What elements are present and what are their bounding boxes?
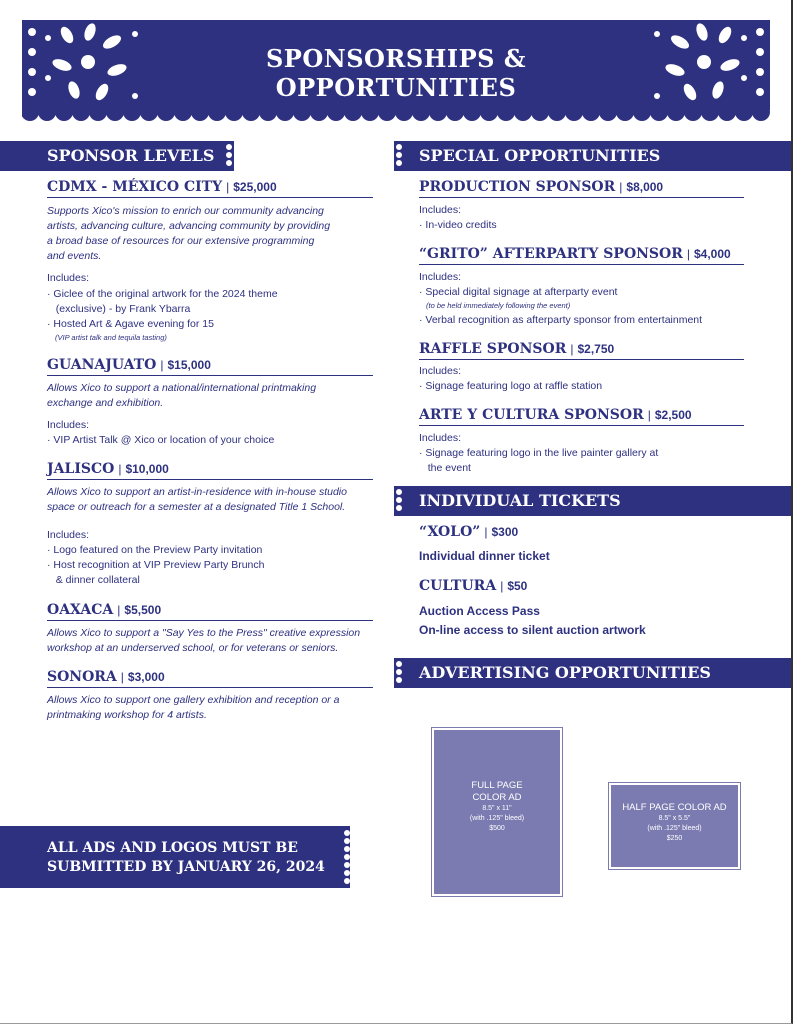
separator: | xyxy=(570,342,574,356)
separator: | xyxy=(226,180,230,194)
ad-price: $500 xyxy=(489,825,505,832)
includes-label: Includes: xyxy=(419,365,462,377)
section-heading: INDIVIDUAL TICKETS xyxy=(419,491,621,510)
list-item: the event xyxy=(419,462,471,474)
tier-guanajuato-description xyxy=(47,381,316,411)
tier-cdmx-heading xyxy=(47,179,373,198)
list-item: (exclusive) - by Frank Ybarra xyxy=(47,303,191,315)
list-item: · Logo featured on the Preview Party invitation xyxy=(47,544,263,556)
list-item: · Signage featuring logo in the live painter gallery at xyxy=(419,447,659,459)
list-item: · Verbal recognition as afterparty sponsor from entertainment xyxy=(419,314,703,326)
separator: | xyxy=(117,603,121,617)
tier-cdmx-description xyxy=(47,204,330,264)
page-title xyxy=(182,44,610,102)
desc-line: Allows Xico to support one gallery exhibition and reception or a xyxy=(47,694,340,706)
tier-name: JALISCO xyxy=(47,461,115,477)
tier-price: $25,000 xyxy=(233,180,277,194)
separator: | xyxy=(160,358,164,372)
tier-name: CDMX - MÉXICO CITY xyxy=(47,179,223,195)
desc-line: printmaking workshop for 4 artists. xyxy=(47,709,207,721)
individual-tickets-bar xyxy=(394,486,791,516)
tier-name: RAFFLE SPONSOR xyxy=(419,341,567,357)
special-opportunities-bar xyxy=(394,141,791,171)
tier-price: $3,000 xyxy=(127,670,165,684)
tier-price: $8,000 xyxy=(626,180,664,194)
desc-line: artists, advancing culture, advancing community by providing xyxy=(47,220,331,232)
list-item: · Hosted Art & Agave evening for 15 xyxy=(47,318,214,330)
tier-name: PRODUCTION SPONSOR xyxy=(419,179,616,195)
section-heading: ADVERTISING OPPORTUNITIES xyxy=(419,663,711,682)
tier-oaxaca-description xyxy=(47,626,360,656)
half-page-ad-box xyxy=(611,785,738,867)
header-banner xyxy=(22,20,770,130)
ticket-xolo-heading xyxy=(419,524,518,542)
separator: | xyxy=(120,670,124,684)
bar-edge-dots xyxy=(344,830,352,886)
tier-sonora-heading xyxy=(47,669,373,688)
list-item: · VIP Artist Talk @ Xico or location of your choice xyxy=(47,434,275,446)
tier-name: OAXACA xyxy=(47,602,114,618)
deadline-line-1: ALL ADS AND LOGOS MUST BE xyxy=(47,840,298,856)
sponsor-levels-bar xyxy=(0,141,234,171)
tier-guanajuato-heading xyxy=(47,357,373,376)
tier-name: ARTE Y CULTURA SPONSOR xyxy=(419,407,644,423)
ad-title: FULL PAGE xyxy=(471,780,523,791)
title-line-2: OPPORTUNITIES xyxy=(275,73,517,102)
list-item: & dinner collateral xyxy=(47,574,140,586)
arte-cultura-sponsor-heading xyxy=(419,407,744,426)
list-note: (VIP artist talk and tequila tasting) xyxy=(55,333,167,342)
desc-line: Supports Xico's mission to enrich our community advancing xyxy=(47,205,324,217)
desc-line: a broad base of resources for our extensive programming xyxy=(47,235,315,247)
ad-size: 8.5" x 5.5" xyxy=(658,815,691,822)
list-note: (to be held immediately following the event) xyxy=(426,301,571,310)
grito-sponsor-heading xyxy=(419,246,744,265)
ad-size: 8.5" x 11" xyxy=(482,805,512,812)
ad-title: HALF PAGE COLOR AD xyxy=(622,802,727,813)
tier-price: $5,500 xyxy=(124,603,162,617)
list-item: · Giclee of the original artwork for the 2024 theme xyxy=(47,288,278,300)
includes-label: Includes: xyxy=(47,419,90,431)
ad-title: COLOR AD xyxy=(472,792,522,803)
tier-jalisco-description xyxy=(47,485,347,515)
ticket-cultura-description: Auction Access Pass xyxy=(419,604,540,618)
includes-label: Includes: xyxy=(47,272,90,284)
ticket-cultura-heading xyxy=(419,578,527,596)
desc-line: space or outreach for a semester at a designated Title 1 School. xyxy=(47,501,346,513)
separator: | xyxy=(118,462,122,476)
ticket-xolo-description: Individual dinner ticket xyxy=(419,549,550,563)
deadline-line-2: SUBMITTED BY JANUARY 26, 2024 xyxy=(47,859,325,875)
desc-line: and events. xyxy=(47,250,102,262)
separator: | xyxy=(619,180,623,194)
tier-jalisco-heading xyxy=(47,461,373,480)
ad-bleed: (with .125" bleed) xyxy=(647,825,702,832)
tier-oaxaca-heading xyxy=(47,602,373,621)
desc-line: workshop at an underserved school, or for veterans or seniors. xyxy=(47,642,339,654)
ticket-cultura-description: On-line access to silent auction artwork xyxy=(419,623,646,637)
tier-price: $10,000 xyxy=(125,462,169,476)
list-item: · In-video credits xyxy=(419,219,497,231)
bar-edge-dots xyxy=(396,489,404,513)
bar-edge-dots xyxy=(226,144,234,168)
desc-line: Allows Xico to support a national/international printmaking xyxy=(47,382,317,394)
ticket-name: “XOLO” xyxy=(419,524,481,540)
tier-price: $2,500 xyxy=(654,408,692,422)
raffle-sponsor-heading xyxy=(419,341,744,360)
desc-line: exchange and exhibition. xyxy=(47,397,164,409)
ad-bleed: (with .125" bleed) xyxy=(469,815,525,822)
list-item: · Special digital signage at afterparty event xyxy=(419,286,618,298)
advertising-opportunities-bar xyxy=(394,658,791,688)
list-item: · Host recognition at VIP Preview Party Brunch xyxy=(47,559,265,571)
tier-name: GUANAJUATO xyxy=(47,357,157,373)
ticket-name: CULTURA xyxy=(419,578,497,594)
includes-label: Includes: xyxy=(419,432,462,444)
tier-name: SONORA xyxy=(47,669,117,685)
list-item: · Signage featuring logo at raffle station xyxy=(419,380,603,392)
separator: | xyxy=(647,408,651,422)
title-line-1: SPONSORSHIPS & xyxy=(265,44,527,73)
tier-name: “GRITO” AFTERPARTY SPONSOR xyxy=(419,246,683,262)
includes-label: Includes: xyxy=(47,529,90,541)
ticket-price: $50 xyxy=(507,579,528,593)
deadline-text xyxy=(47,839,325,877)
bar-edge-dots xyxy=(396,144,404,168)
desc-line: Allows Xico to support an artist-in-residence with in-house studio xyxy=(47,486,347,498)
separator: | xyxy=(500,579,504,593)
includes-label: Includes: xyxy=(419,204,462,216)
production-sponsor-heading xyxy=(419,179,744,198)
tier-price: $2,750 xyxy=(577,342,615,356)
ad-price: $250 xyxy=(666,835,683,842)
tier-price: $15,000 xyxy=(167,358,211,372)
includes-label: Includes: xyxy=(419,271,462,283)
section-heading: SPECIAL OPPORTUNITIES xyxy=(419,146,661,165)
tier-sonora-description xyxy=(47,693,339,723)
deadline-banner xyxy=(0,826,350,888)
desc-line: Allows Xico to support a "Say Yes to the Press" creative expression xyxy=(47,627,361,639)
section-heading: SPONSOR LEVELS xyxy=(47,146,215,165)
separator: | xyxy=(686,247,690,261)
bar-edge-dots xyxy=(396,661,404,685)
separator: | xyxy=(484,525,488,539)
full-page-ad-box xyxy=(434,730,560,894)
ticket-price: $300 xyxy=(491,525,519,539)
tier-price: $4,000 xyxy=(694,247,731,261)
